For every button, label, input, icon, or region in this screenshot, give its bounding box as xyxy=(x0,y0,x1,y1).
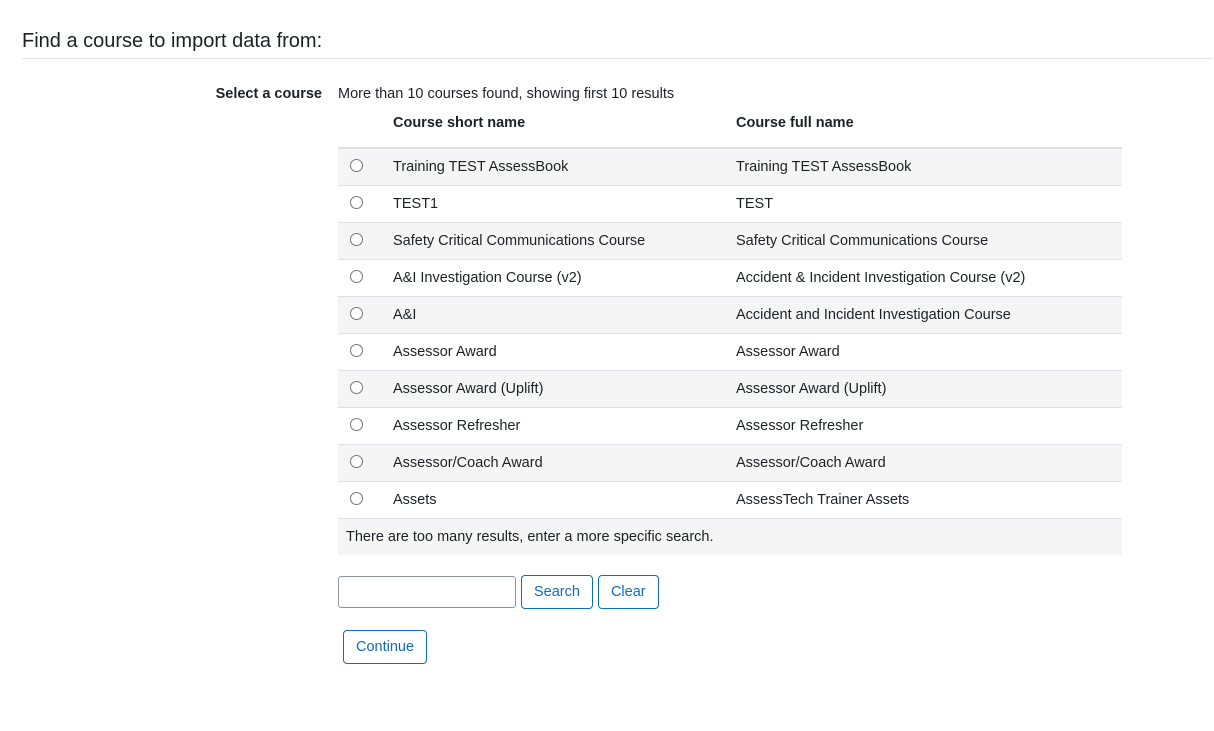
short-name-cell: A&I xyxy=(393,297,736,334)
course-table xyxy=(338,114,1122,519)
continue-button[interactable]: Continue xyxy=(343,630,427,664)
full-name-cell: Accident and Incident Investigation Course xyxy=(736,297,1122,334)
radio-cell xyxy=(338,260,393,297)
short-name-cell: Training TEST AssessBook xyxy=(393,148,736,186)
full-name-cell: Accident & Incident Investigation Course (v2) xyxy=(736,260,1122,297)
full-name-cell: Assessor/Coach Award xyxy=(736,445,1122,482)
table-row[interactable] xyxy=(338,297,1122,334)
course-radio-button[interactable] xyxy=(350,233,363,246)
table-row[interactable] xyxy=(338,371,1122,408)
short-name-cell: Safety Critical Communications Course xyxy=(393,223,736,260)
course-radio-button[interactable] xyxy=(350,492,363,505)
radio-cell xyxy=(338,445,393,482)
search-button[interactable]: Search xyxy=(521,575,593,609)
table-header-row xyxy=(338,114,1122,148)
full-name-cell: Safety Critical Communications Course xyxy=(736,223,1122,260)
course-radio-button[interactable] xyxy=(350,455,363,468)
table-row[interactable] xyxy=(338,408,1122,445)
search-row xyxy=(338,575,1122,609)
table-row[interactable] xyxy=(338,260,1122,297)
table-row[interactable] xyxy=(338,334,1122,371)
course-radio-button[interactable] xyxy=(350,418,363,431)
course-radio-button[interactable] xyxy=(350,270,363,283)
short-name-cell: TEST1 xyxy=(393,186,736,223)
table-row[interactable] xyxy=(338,223,1122,260)
results-count-note: More than 10 courses found, showing first 10 results xyxy=(338,86,675,102)
radio-cell xyxy=(338,223,393,260)
course-radio-button[interactable] xyxy=(350,307,363,320)
radio-cell xyxy=(338,408,393,445)
full-name-cell: Assessor Refresher xyxy=(736,408,1122,445)
course-radio-button[interactable] xyxy=(350,344,363,357)
continue-row xyxy=(343,630,1122,664)
radio-cell xyxy=(338,148,393,186)
table-row[interactable] xyxy=(338,482,1122,519)
radio-cell xyxy=(338,371,393,408)
search-input[interactable] xyxy=(338,576,516,608)
short-name-cell: A&I Investigation Course (v2) xyxy=(393,260,736,297)
radio-cell xyxy=(338,482,393,519)
radio-column-header xyxy=(338,114,393,148)
table-row[interactable] xyxy=(338,148,1122,186)
full-name-cell: TEST xyxy=(736,186,1122,223)
table-row[interactable] xyxy=(338,445,1122,482)
full-name-cell: Training TEST AssessBook xyxy=(736,148,1122,186)
select-course-label: Select a course xyxy=(215,86,322,102)
too-many-results-message: There are too many results, enter a more specific search. xyxy=(338,519,1122,555)
full-name-cell: Assessor Award xyxy=(736,334,1122,371)
short-name-cell: Assessor Award xyxy=(393,334,736,371)
course-radio-button[interactable] xyxy=(350,159,363,172)
short-name-cell: Assets xyxy=(393,482,736,519)
course-radio-button[interactable] xyxy=(350,196,363,209)
full-name-cell: Assessor Award (Uplift) xyxy=(736,371,1122,408)
short-name-column-header: Course short name xyxy=(393,114,736,148)
table-row[interactable] xyxy=(338,186,1122,223)
course-selector xyxy=(338,85,1122,664)
clear-button[interactable]: Clear xyxy=(598,575,659,609)
radio-cell xyxy=(338,186,393,223)
full-name-column-header: Course full name xyxy=(736,114,1122,148)
page-title: Find a course to import data from: xyxy=(22,28,1213,59)
full-name-cell: AssessTech Trainer Assets xyxy=(736,482,1122,519)
course-radio-button[interactable] xyxy=(350,381,363,394)
short-name-cell: Assessor Award (Uplift) xyxy=(393,371,736,408)
radio-cell xyxy=(338,297,393,334)
short-name-cell: Assessor Refresher xyxy=(393,408,736,445)
radio-cell xyxy=(338,334,393,371)
short-name-cell: Assessor/Coach Award xyxy=(393,445,736,482)
